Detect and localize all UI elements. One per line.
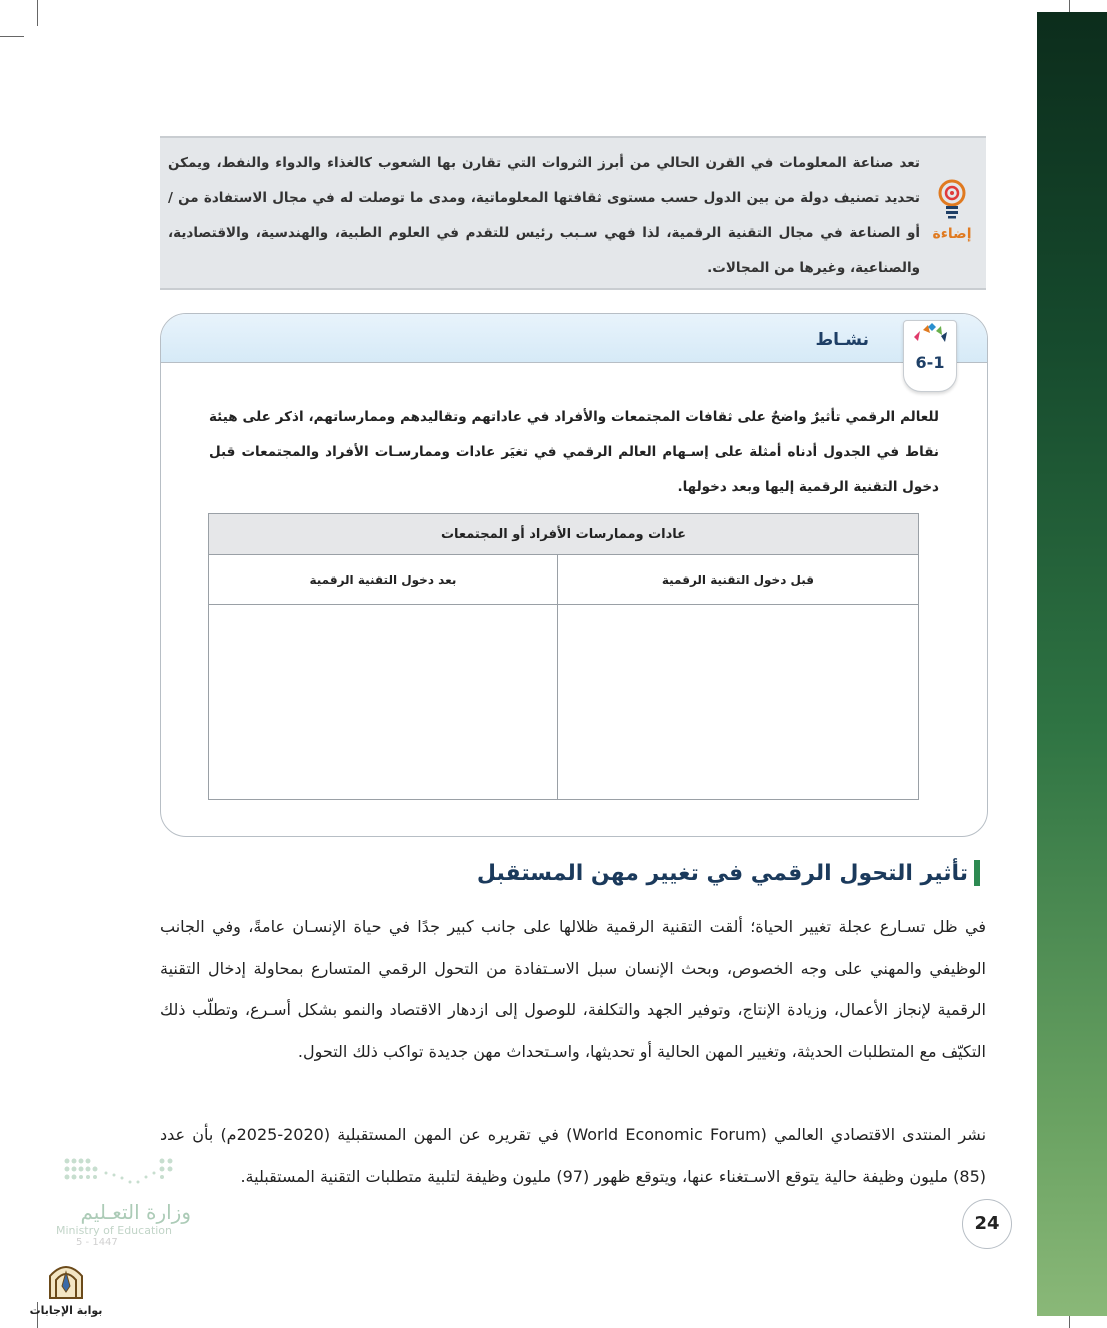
decorative-side-band	[1037, 12, 1107, 1316]
portal-label: بوابة الإجابات	[29, 1304, 103, 1317]
activity-icon	[908, 332, 952, 351]
ministry-name-ar: وزارة التعـليم	[80, 1200, 191, 1224]
activity-number: 6-1	[915, 353, 945, 372]
activity-badge	[903, 320, 957, 392]
crop-mark	[0, 36, 24, 37]
column-before: قبل دخول التقنية الرقمية	[557, 555, 918, 605]
crop-mark	[37, 0, 38, 26]
body-paragraph-1: في ظل تسـارع عجلة تغيير الحياة؛ ألقت التقنية الرقمية ظلالها على جانب كبير جدًا في حياة الإنسـان عامةً، وفي الجانب الوظيفي والمهني على وجه الخصوص، وبحث الإنسان سبل الاسـتفادة من التحول الرقمي المتسارع بمحاولة إدخال التقنية الرقمية لإنجاز الأعمال، وزيادة الإنتاج، وتوفير الجهد والتكلفة، للوصول إلى ازدهار الاقتصاد والنمو بشكل أسـرع، وتطلّب ذلك التكيّف مع المتطلبات الحديثة، وتغيير المهن الحالية أو تحديثها، واسـتحداث مهن جديدة تواكب ذلك التحول.	[160, 917, 986, 1061]
lightbulb-icon	[934, 205, 970, 224]
activity-box	[160, 313, 988, 837]
highlight-label: إضاءة	[932, 226, 972, 242]
page-number: 24	[962, 1199, 1012, 1249]
heading-bar	[974, 860, 980, 886]
activity-header	[161, 314, 987, 363]
section-heading-text: تأثير التحول الرقمي في تغيير مهن المستقبل	[476, 860, 968, 886]
highlight-box	[160, 136, 986, 290]
table-header: عادات وممارسات الأفراد أو المجتمعات	[209, 514, 919, 555]
highlight-badge	[924, 178, 980, 242]
portal-emblem-icon	[44, 1285, 88, 1304]
portal-logo	[26, 1256, 106, 1317]
habits-table	[208, 513, 919, 800]
ministry-name-en: Ministry of Education	[56, 1224, 173, 1237]
ministry-year: 5 - 1447	[76, 1237, 118, 1248]
highlight-text: تعد صناعة المعلومات في القرن الحالي من أبرز الثروات التي تقارن بها الشعوب كالغذاء والدواء والنفط، ويمكن تحديد تصنيف دولة من بين الدول حسب مستوى ثقافتها المعلوماتية، ومدى ما توصلت له في مجال الاستفادة من /أو الصناعة في مجال التقنية الرقمية، لذا فهي سـبب رئيس للتقدم في العلوم الطبية، والهندسية، والاقتصادية، والصناعية، وغيرها من المجالات.	[168, 155, 920, 276]
body-paragraph-2: نشر المنتدى الاقتصادي العالمي (World Economic Forum) في تقريره عن المهن المستقبلية (2020-2025م) بأن عدد (85) مليون وظيفة حالية يتوقع الاسـتغناء عنها، ويتوقع ظهور (97) مليون وظيفة لتلبية متطلبات التقنية المستقبلية.	[160, 1125, 987, 1186]
activity-text: للعالم الرقمي تأثيرٌ واضحٌ على ثقافات المجتمعات والأفراد في عاداتهم وتقاليدهم وممارساتهم، اذكر على هيئة نقاط في الجدول أدناه أمثلة على إسـهام العالم الرقمي في تغيَر عادات وممارسـات الأفراد والمجتمعات قبل دخول التقنية الرقمية إليها وبعد دخولها.	[209, 409, 939, 495]
ministry-logo	[56, 1150, 216, 1248]
answer-cell-before[interactable]	[557, 605, 918, 800]
activity-title: نشـاط	[815, 330, 869, 350]
column-after: بعد دخول التقنية الرقمية	[209, 555, 558, 605]
answer-cell-after[interactable]	[209, 605, 558, 800]
section-heading	[477, 860, 980, 886]
